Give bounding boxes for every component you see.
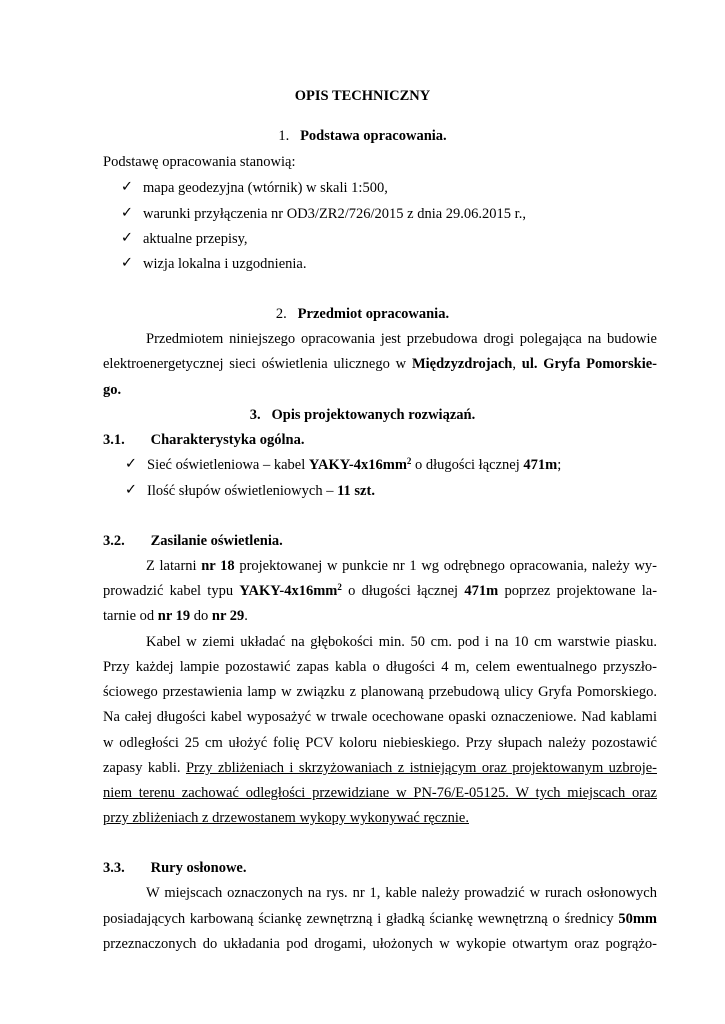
paragraph-line	[103, 582, 657, 600]
paragraph-line	[103, 607, 657, 625]
paragraph-line: przeznaczonych do układania pod drogami, ułożonych w wykopie otwartym oraz pogrążo-	[103, 936, 657, 952]
subsection-title: Zasilanie oświetlenia.	[150, 533, 283, 549]
page-title: OPIS TECHNICZNY	[294, 88, 431, 104]
subsection-title: Charakterystyka ogólna.	[150, 432, 305, 448]
text-span: Z latarni	[146, 558, 197, 574]
subsection-3-2-heading	[103, 532, 657, 550]
paragraph-line: niem terenu zachować odległości przewidziane w PN-76/E-05125. W tych miejscach oraz	[103, 785, 657, 801]
text-span: elektroenergetycznej sieci oświetlenia ulicznego w	[103, 356, 407, 372]
subsection-number: 3.3.	[103, 860, 125, 876]
cable-length: 471m	[464, 583, 499, 599]
text-span: o długości łącznej	[415, 457, 520, 473]
text-span: .	[244, 608, 248, 624]
paragraph-line: Przedmiotem niniejszego opracowania jest przebudowa drogi polegająca na budowie	[146, 331, 657, 347]
paragraph-line: Na całej długości kabel wyposażyć w trwale ocechowane opaski oznaczeniowe. Nad kablami	[103, 709, 657, 725]
subsection-number: 3.1.	[103, 432, 125, 448]
section-number: 1.	[278, 128, 290, 144]
place-name: Międzyzdrojach	[411, 356, 513, 372]
pole-count: 11 szt.	[337, 483, 375, 499]
paragraph-line	[146, 557, 657, 575]
text-span: tarnie od	[103, 608, 155, 624]
text-span: zapasy kabli.	[103, 760, 181, 776]
section-title: Przedmiot opracowania.	[297, 306, 450, 322]
paragraph-line: go.	[103, 382, 122, 398]
cable-type: YAKY-4x16mm	[239, 583, 338, 599]
lamp-number: nr 19	[157, 608, 191, 624]
lamp-number: nr 18	[201, 558, 235, 574]
checkmark-icon: ✓	[124, 482, 138, 498]
section-2-heading	[60, 305, 665, 323]
checkmark-icon: ✓	[120, 205, 134, 221]
list-item	[147, 482, 657, 500]
paragraph-line: przy zbliżeniach z drzewostanem wykopy wykonywać ręcznie.	[103, 810, 469, 826]
subsection-title: Rury osłonowe.	[150, 860, 247, 876]
list-item: wizja lokalna i uzgodnienia.	[143, 256, 307, 272]
text-span: ;	[557, 457, 562, 473]
subsection-3-3-heading	[103, 859, 657, 877]
list-item: mapa geodezyjna (wtórnik) w skali 1:500,	[143, 180, 388, 196]
text-span: poprzez projektowane la-	[504, 583, 658, 599]
superscript: 2	[406, 456, 412, 466]
subsection-3-1-heading	[103, 431, 657, 449]
section-title: Opis projektowanych rozwiązań.	[271, 407, 476, 423]
text-span: Sieć oświetleniowa – kabel	[147, 457, 306, 473]
list-item	[147, 456, 657, 474]
checkmark-icon: ✓	[124, 456, 138, 472]
pipe-diameter: 50mm	[618, 911, 658, 927]
paragraph-line	[103, 910, 657, 928]
lamp-number: nr 29	[211, 608, 245, 624]
section-3-heading	[60, 406, 665, 424]
section-number: 2.	[275, 306, 287, 322]
list-item: warunki przyłączenia nr OD3/ZR2/726/2015 z dnia 29.06.2015 r.,	[143, 206, 526, 222]
text-span: prowadzić kabel typu	[103, 583, 234, 599]
section-number: 3.	[249, 407, 261, 423]
cable-length: 471m	[523, 457, 558, 473]
checkmark-icon: ✓	[120, 255, 134, 271]
paragraph-line	[103, 355, 657, 373]
paragraph-line: w odległości 25 cm ułożyć folię PCV koloru niebieskiego. Przy słupach należy pozostawić	[103, 735, 657, 751]
section-1-intro: Podstawę opracowania stanowią:	[103, 154, 296, 170]
text-span: ,	[512, 356, 516, 372]
section-title: Podstawa opracowania.	[300, 128, 447, 144]
section-1-heading	[60, 127, 665, 145]
text-span: posiadających karbowaną ściankę zewnętrzną i gładką ściankę wewnętrzną o średnicy	[103, 911, 614, 927]
checkmark-icon: ✓	[120, 179, 134, 195]
paragraph-line: W miejscach oznaczonych na rys. nr 1, kable należy prowadzić w rurach osłonowych	[146, 885, 657, 901]
cable-type: YAKY-4x16mm	[308, 457, 407, 473]
checkmark-icon: ✓	[120, 230, 134, 246]
paragraph-line: Przy każdej lampie pozostawić zapas kabla o długości 4 m, celem ewentualnego przyszło-	[103, 659, 657, 675]
street-name: ul. Gryfa Pomorskie-	[521, 356, 657, 372]
text-span: Ilość słupów oświetleniowych –	[147, 483, 334, 499]
paragraph-line: Kabel w ziemi układać na głębokości min. 50 cm. pod i na 10 cm warstwie piasku.	[146, 634, 657, 650]
subsection-number: 3.2.	[103, 533, 125, 549]
paragraph-line	[103, 759, 657, 777]
underlined-text: Przy zbliżeniach i skrzyżowaniach z istniejącym oraz projektowanym uzbroje-	[185, 760, 657, 776]
text-span: projektowanej w punkcie nr 1 wg odrębnego opracowania, należy wy-	[239, 558, 657, 574]
list-item: aktualne przepisy,	[143, 231, 248, 247]
text-span: do	[193, 608, 209, 624]
paragraph-line: ściowego przestawienia lamp w związku z planowaną przebudową ulicy Gryfa Pomorskiego.	[103, 684, 657, 700]
text-span: o długości łącznej	[348, 583, 459, 599]
superscript: 2	[337, 582, 342, 592]
